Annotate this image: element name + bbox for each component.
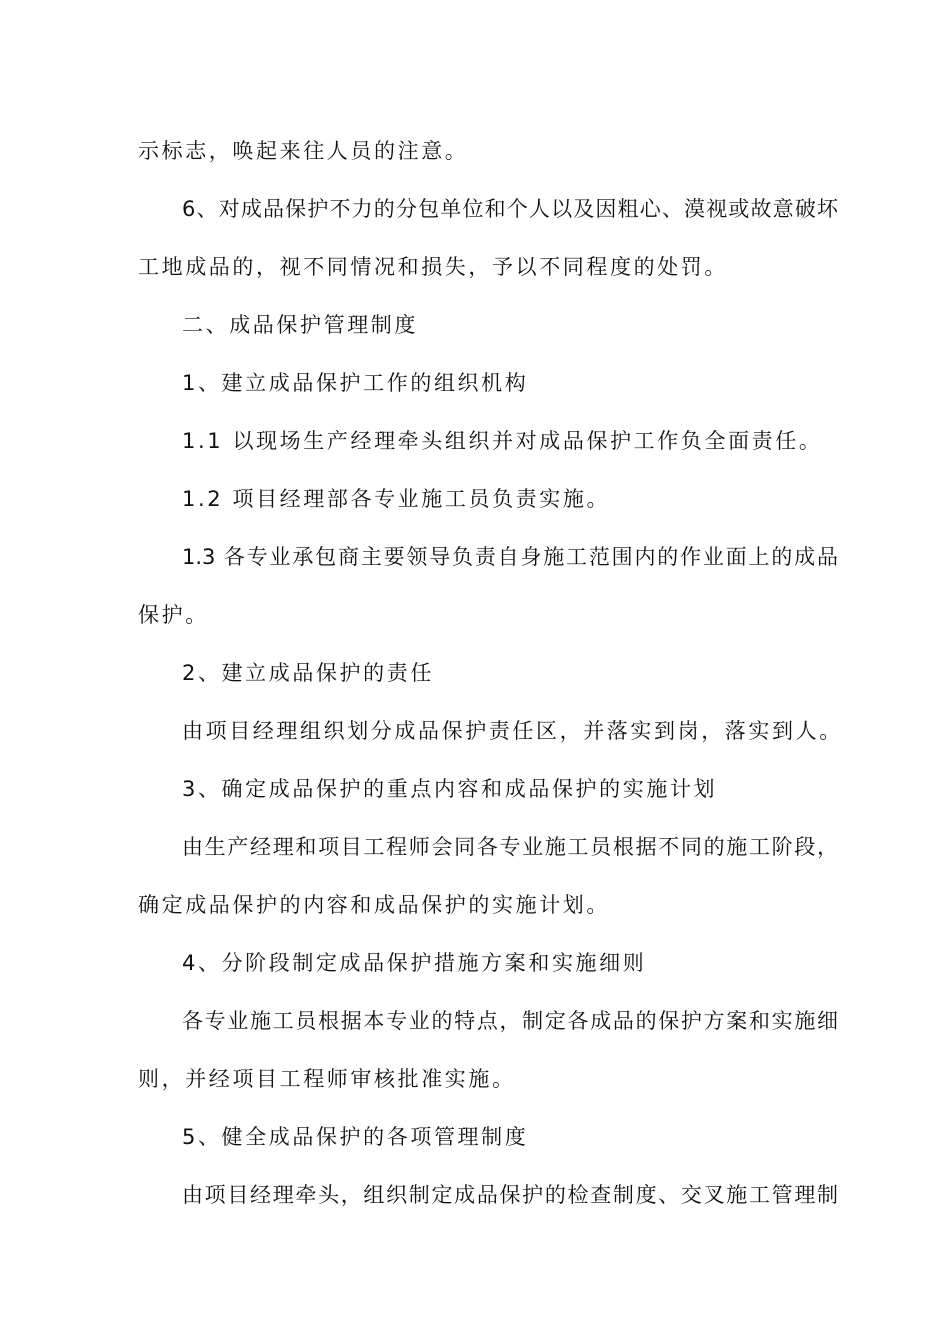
subsection-heading-4: 4、分阶段制定成品保护措施方案和实施细则 [182, 951, 647, 975]
subsection-heading-5: 5、健全成品保护的各项管理制度 [182, 1125, 529, 1149]
paragraph-3: 由生产经理和项目工程师会同各专业施工员根据不同的施工阶段， [182, 835, 838, 859]
paragraph-2: 由项目经理组织划分成品保护责任区，并落实到岗，落实到人。 [182, 719, 843, 743]
document-body [138, 122, 843, 1224]
text-line-item-1-3-continued: 保护。 [138, 603, 209, 627]
text-line-item-1-2: 1.2 项目经理部各专业施工员负责实施。 [182, 487, 611, 511]
text-line-item-1-3: 1.3 各专业承包商主要领导负责自身施工范围内的作业面上的成品 [182, 545, 838, 569]
text-line-continuation: 示标志，唤起来往人员的注意。 [138, 139, 469, 163]
paragraph-3-continued: 确定成品保护的内容和成品保护的实施计划。 [138, 893, 610, 917]
paragraph-5: 由项目经理牵头，组织制定成品保护的检查制度、交叉施工管理制 [182, 1183, 838, 1207]
subsection-heading-1: 1、建立成品保护工作的组织机构 [182, 371, 529, 395]
paragraph-4: 各专业施工员根据本专业的特点，制定各成品的保护方案和实施细 [182, 1009, 838, 1033]
subsection-heading-2: 2、建立成品保护的责任 [182, 661, 434, 685]
text-line-item-1-1: 1.1 以现场生产经理牵头组织并对成品保护工作负全面责任。 [182, 429, 823, 453]
text-line-item-6: 6、对成品保护不力的分包单位和个人以及因粗心、漠视或故意破坏 [182, 197, 838, 221]
section-heading: 二、成品保护管理制度 [182, 313, 418, 337]
text-line-item-6-continued: 工地成品的，视不同情况和损失，予以不同程度的处罚。 [138, 255, 728, 279]
paragraph-4-continued: 则，并经项目工程师审核批准实施。 [138, 1067, 516, 1091]
subsection-heading-3: 3、确定成品保护的重点内容和成品保护的实施计划 [182, 777, 718, 801]
